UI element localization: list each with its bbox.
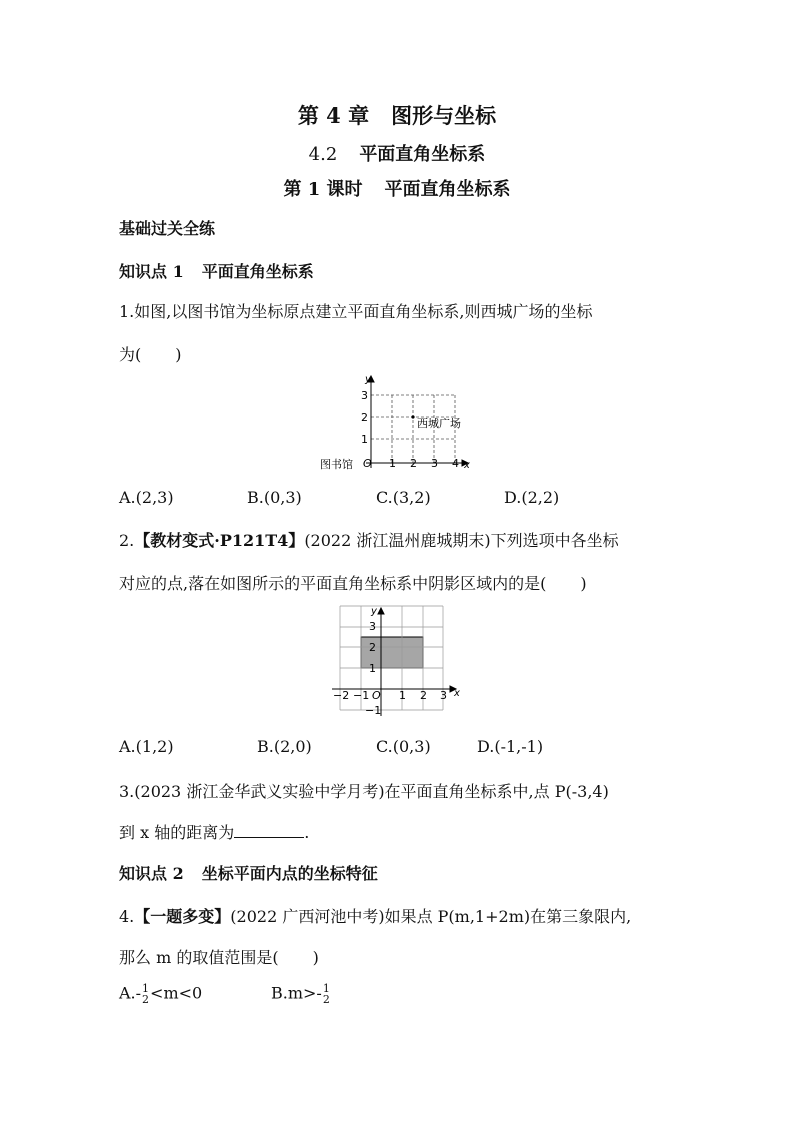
lesson-title bbox=[0, 175, 794, 201]
q3-line2-post: . bbox=[304, 823, 310, 842]
q1-x-tick-3: 3 bbox=[431, 457, 438, 470]
q1-y-tick-3: 3 bbox=[361, 389, 368, 402]
q3-answer-blank[interactable] bbox=[234, 823, 304, 838]
q1-point-label: 西城广场 bbox=[417, 417, 461, 430]
q2-line1-rest: (2022 浙江温州鹿城期末)下列选项中各坐标 bbox=[304, 531, 619, 550]
q4-option-a bbox=[119, 983, 202, 1005]
chapter-number: 第 4 章 bbox=[297, 103, 370, 128]
practice-heading: 基础过关全练 bbox=[119, 219, 216, 238]
q2-x-tick-neg1: −1 bbox=[353, 689, 370, 702]
q4-line2-pre: 那么 m 的取值范围是( bbox=[119, 948, 279, 967]
q2-x-label: x bbox=[454, 688, 460, 699]
q1-origin-name: 图书馆 bbox=[320, 458, 353, 471]
q1-coordinate-figure bbox=[316, 372, 486, 472]
q2-y-tick-2: 2 bbox=[369, 641, 376, 654]
q1-x-tick-1: 1 bbox=[389, 457, 396, 470]
q2-text-line2 bbox=[119, 571, 587, 594]
q3-text-line1: 3.(2023 浙江金华武义实验中学月考)在平面直角坐标系中,点 P(-3,4) bbox=[119, 782, 609, 801]
q2-number: 2. bbox=[119, 531, 135, 550]
q2-x-tick-1: 1 bbox=[399, 689, 406, 702]
q1-y-label: y bbox=[365, 374, 371, 385]
q2-option-d: D.(-1,-1) bbox=[477, 737, 544, 756]
kp1-label: 知识点 1 bbox=[119, 262, 184, 281]
q1-option-d: D.(2,2) bbox=[504, 488, 560, 507]
q1-origin-label: O bbox=[363, 457, 372, 470]
q2-text-line1 bbox=[119, 528, 619, 551]
lesson-number: 第 1 课时 bbox=[283, 179, 363, 200]
chapter-title bbox=[0, 100, 794, 130]
q4-option-b bbox=[271, 983, 331, 1005]
q1-text-line2 bbox=[119, 342, 182, 365]
q2-y-label: y bbox=[371, 606, 377, 617]
q2-option-a: A.(1,2) bbox=[119, 737, 174, 756]
kp2-name: 坐标平面内点的坐标特征 bbox=[201, 864, 378, 883]
section-title bbox=[0, 140, 794, 166]
q1-option-c: C.(3,2) bbox=[376, 488, 431, 507]
q3-text-line2 bbox=[119, 820, 309, 843]
q1-option-a: A.(2,3) bbox=[119, 488, 174, 507]
q2-y-arrow bbox=[378, 608, 384, 614]
q2-x-tick-3: 3 bbox=[440, 689, 447, 702]
q4-text-line1 bbox=[119, 904, 631, 927]
q4-option-a-denominator: 2 bbox=[142, 993, 150, 1006]
q3-line2-pre: 到 x 轴的距离为 bbox=[119, 823, 235, 842]
q1-x-tick-2: 2 bbox=[410, 457, 417, 470]
section-number: 4.2 bbox=[308, 144, 338, 165]
q4-number: 4. bbox=[119, 907, 135, 926]
q1-line2-pre: 为( bbox=[119, 345, 142, 364]
q1-y-tick-1: 1 bbox=[361, 433, 368, 446]
q1-point-marker bbox=[411, 415, 414, 418]
kp1-name: 平面直角坐标系 bbox=[201, 262, 314, 281]
q4-option-b-numerator: 1 bbox=[322, 982, 330, 995]
q2-origin-label: O bbox=[372, 689, 381, 702]
q2-line2-post: ) bbox=[580, 574, 587, 593]
q1-line2-post: ) bbox=[175, 345, 182, 364]
q4-option-b-fraction bbox=[323, 983, 330, 1005]
q4-option-b-pre: B.m>- bbox=[271, 983, 322, 1003]
q2-y-tick-neg1: −1 bbox=[365, 704, 382, 717]
q2-line2-pre: 对应的点,落在如图所示的平面直角坐标系中阴影区域内的是( bbox=[119, 574, 547, 593]
kp2-label: 知识点 2 bbox=[119, 864, 184, 883]
knowledge-point-2 bbox=[119, 861, 378, 884]
section-name: 平面直角坐标系 bbox=[359, 144, 486, 165]
q4-option-a-pre: A.- bbox=[119, 983, 142, 1003]
knowledge-point-1 bbox=[119, 259, 314, 282]
q1-x-label: x bbox=[464, 460, 470, 471]
q1-y-tick-2: 2 bbox=[361, 411, 368, 424]
q4-tag: 【一题多变】 bbox=[134, 907, 231, 926]
q2-x-tick-neg2: −2 bbox=[333, 689, 350, 702]
q1-option-b: B.(0,3) bbox=[247, 488, 302, 507]
q1-x-tick-4: 4 bbox=[452, 457, 459, 470]
q4-option-a-fraction bbox=[142, 983, 149, 1005]
q2-tag: 【教材变式·P121T4】 bbox=[134, 531, 305, 550]
q2-y-tick-1: 1 bbox=[369, 662, 376, 675]
q2-coordinate-figure bbox=[330, 604, 466, 720]
lesson-name: 平面直角坐标系 bbox=[384, 179, 511, 200]
q1-text-line1: 1.如图,以图书馆为坐标原点建立平面直角坐标系,则西城广场的坐标 bbox=[119, 302, 593, 321]
chapter-name: 图形与坐标 bbox=[391, 103, 497, 128]
q4-option-a-post: <m<0 bbox=[150, 983, 203, 1003]
q2-y-tick-3: 3 bbox=[369, 620, 376, 633]
q2-option-c: C.(0,3) bbox=[376, 737, 431, 756]
q4-option-a-numerator: 1 bbox=[142, 982, 150, 995]
q4-line2-post: ) bbox=[312, 948, 319, 967]
q4-text-line2 bbox=[119, 945, 319, 968]
q2-x-tick-2: 2 bbox=[420, 689, 427, 702]
q2-option-b: B.(2,0) bbox=[257, 737, 312, 756]
q4-line1-rest: (2022 广西河池中考)如果点 P(m,1+2m)在第三象限内, bbox=[230, 907, 632, 926]
q4-option-b-denominator: 2 bbox=[322, 993, 330, 1006]
